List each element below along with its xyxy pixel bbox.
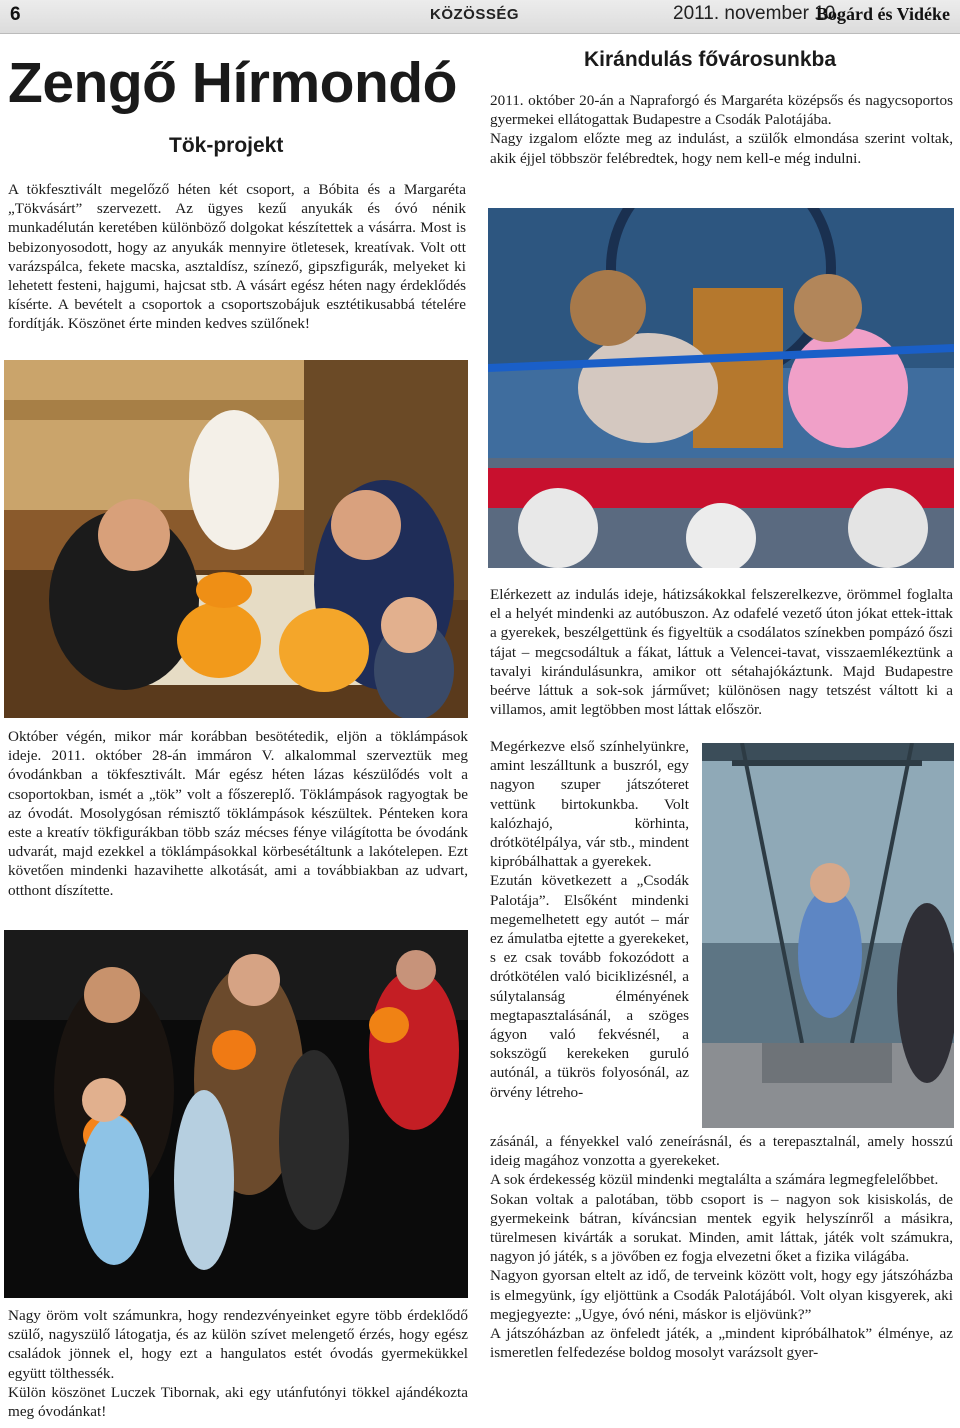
paragraph: Ezután következett a „Csodák Palotája”. Elsőként mindenki megemelhetett egy autót – már ez ámulatba ejtette a gyerekeket, s ez csak tovább fokozódott a drótkötélen való biciklizésnél, a súlytalanság élményének megtapasztalásánál, a szöges ágyon való fekvésnél, a sokszögű kerekeken guruló autónál, a tükrös folyosónál, az örvény létreho- — [490, 872, 689, 1101]
paragraph: A játszóházban az önfeledt játék, a „mindent kipróbálhatok” élménye, az ismeretlen felfedezése boldog mosolyt varázsolt gyer- — [490, 1325, 953, 1362]
paragraph: A sok érdekesség közül mindenki megtalálta a számára legmegfelelőbbet. — [490, 1171, 939, 1189]
paragraph: Október végén, mikor már korábban besötétedik, eljön a töklámpások ideje. 2011. október 28-án immáron V. alkalommal szerveztük meg óvodánkban a tökfesztivált. Már egész héten lázas készülődés volt a csoportokban, ismét a „tök” volt a főszereplő. Töklámpások ragyogtak be az óvodát. Mosolygósan rémisztő töklámpások készültek. Pénteken kora este a kreatív tökfigurákban több száz mécses fénye világította be óvodánk udvarát, majd ezekkel a töklámpásokkal körbesétáltunk a lakótelepen. Ezt követően mindenki hazavihette alkotását, ami a továbbiakban az udvart, otthont díszítette. — [8, 728, 468, 899]
right-middle-text — [490, 585, 953, 719]
paragraph: A tökfesztivált megelőző héten két csoport, a Bóbita és a Margaréta „Tökvásárt” szervezett. Az ügyes kezű anyukák és óvó nénik munkadélután keretében különböző dolgokat készítettek a vásárra. Most is bebizonyosodott, hogy az anyukák mennyire ötletesek, kreatívak. Volt ott varázspálca, fekete macska, asztaldísz, színező, gipszfigurák, melyeket ki lehetett festeni, hajgumi, hajcsat stb. A vásárt egész héten nagy érdeklődés kísérte. A bevételt a csoportok a csoportszobájuk esztétikusabbá tételére fordítják. Köszönet érte minden kedves szülőnek! — [8, 181, 466, 333]
paragraph: Külön köszönet Luczek Tibornak, aki egy utánfutónyi tökkel ajándékozta meg óvodánkat! — [8, 1383, 468, 1421]
paragraph: Megérkezve első színhelyünkre, amint leszálltunk a buszról, egy nagyon szuper játszóteret vettünk birtokunkba. Volt kalózhajó, körhinta, drótkötélpálya, vár stb., mindent kipróbálhattak a gyerekek. — [490, 738, 689, 871]
section-label: KÖZÖSSÉG — [430, 6, 520, 23]
paragraph: Sokan voltak a palotában, több csoport is – nagyon sok kisiskolás, de gyermekeink bátran, kíváncsian mentek egyik helyszínről a másikra, türelmesen kivárták a sorukat. Minden, amit láttak, játék volt számukra, nagyon jó játék, s a jövőben ez fogja elvezetni őket a fizika világába. — [490, 1190, 953, 1266]
article-masthead: Zengő Hírmondó — [8, 51, 457, 115]
issue-date: 2011. november 10. — [673, 3, 841, 24]
paragraph: Nagy öröm volt számunkra, hogy rendezvényeinket egyre több érdeklődő szülő, nagyszülő látogatja, és az külön szívet melengető érzés, hogy egész családok jönnek el, hogy ezt a hangulatos estét óvodás gyermekükkel együtt tölthessék. — [8, 1307, 468, 1382]
swing-photo — [702, 743, 954, 1128]
left-middle-text — [8, 727, 468, 900]
paragraph: Nagy izgalom előzte meg az indulást, a szülők elmondása szerint voltak, akik éjjel többször felébredtek, hogy nem kell-e még indulni. — [490, 130, 953, 167]
page-header — [0, 0, 960, 34]
left-intro-text — [8, 180, 466, 334]
pumpkin-carving-photo — [4, 360, 468, 718]
page-number: 6 — [10, 4, 21, 25]
lantern-walk-photo — [4, 930, 468, 1298]
left-article-title: Tök-projekt — [169, 134, 284, 157]
right-article-title: Kirándulás fővárosunkba — [584, 48, 837, 71]
paragraph: 2011. október 20-án a Napraforgó és Margaréta középsős és nagycsoportos gyermekei ellátogattak Budapestre a Csodák Palotájába. — [490, 92, 953, 129]
museum-kids-photo — [488, 208, 954, 568]
right-bottom-text — [490, 1132, 953, 1362]
paragraph: zásánál, a fényekkel való zeneírásnál, és a terepasztalnál, amely hosszú ideig magához vonzotta a gyerekeket. — [490, 1133, 953, 1170]
left-bottom-text — [8, 1306, 468, 1421]
paragraph: Nagyon gyorsan eltelt az idő, de terveink között volt, hogy egy játszóházba is elmegyünk, így eljöttünk a Csodák Palotájából. Volt olyan kisgyerek, aki megjegyezte: „Ugye, óvó néni, máskor is eljövünk?” — [490, 1267, 953, 1323]
paragraph: Elérkezett az indulás ideje, hátizsákokkal felszerelkezve, örömmel foglalta el a helyét mindenki az autóbuszon. Az odafelé vezető úton jókat ettek-ittak a gyerekek, beszélgettünk és figyeltük a csodálatos színekben pompázó őszi tájat – megcsodáltuk a fákat, láttuk a Velencei-tavat, visszaemlékeztünk a tavalyi kirándulásunkra, amikor ott sétahajókáztunk. Majd Budapestre beérve láttuk a sok-sok járművet; különösen nagy tetszést váltott ki a villamos, amit legtöbben most láttak először. — [490, 586, 953, 719]
publication-name: Bogárd és Vidéke — [815, 4, 950, 24]
right-narrow-text — [490, 737, 689, 1102]
right-intro-text — [490, 91, 953, 168]
